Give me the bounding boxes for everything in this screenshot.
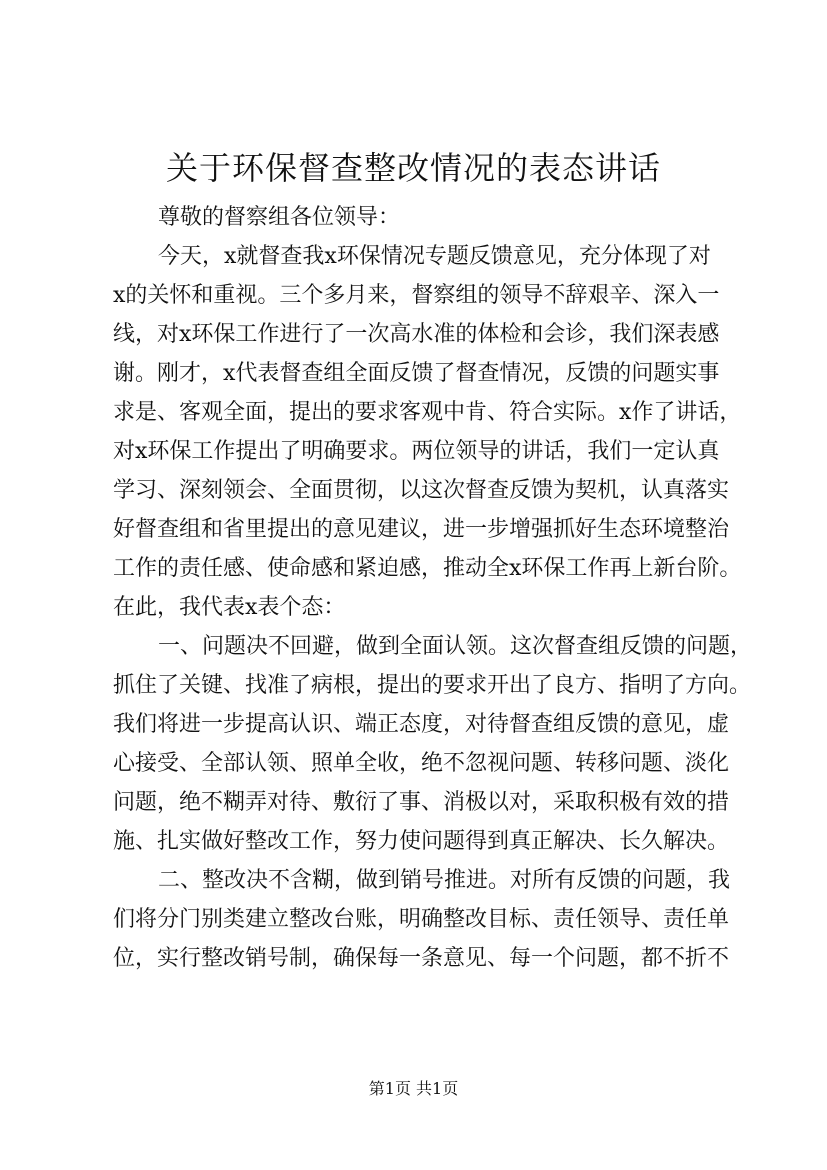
paragraph-2-line: 抓住了关键、找准了病根，提出的要求开出了良方、指明了方向。 <box>113 673 752 698</box>
paragraph-3-line: 二、整改决不含糊，做到销号推进。对所有反馈的问题，我 <box>158 868 731 893</box>
paragraph-1-line: 工作的责任感、使命感和紧迫感，推动全x环保工作再上新台阶。 <box>113 556 742 581</box>
paragraph-1-line: 谢。刚才，x代表督查组全面反馈了督查情况，反馈的问题实事 <box>113 361 720 386</box>
paragraph-2-line: 一、问题决不回避，做到全面认领。这次督查组反馈的问题， <box>158 634 753 659</box>
paragraph-1-line: 线，对x环保工作进行了一次高水准的体检和会诊，我们深表感 <box>113 322 720 347</box>
salutation: 尊敬的督察组各位领导： <box>158 205 401 230</box>
paragraph-2-line: 我们将进一步提高认识、端正态度，对待督查组反馈的意见，虚 <box>113 712 730 737</box>
paragraph-1-line: 在此，我代表x表个态： <box>113 595 346 620</box>
paragraph-3-line: 们将分门别类建立整改台账，明确整改目标、责任领导、责任单 <box>113 907 730 932</box>
paragraph-1-line: x的关怀和重视。三个多月来，督察组的领导不辞艰辛、深入一 <box>113 283 720 308</box>
paragraph-1-line: 学习、深刻领会、全面贯彻，以这次督查反馈为契机，认真落实 <box>113 478 730 503</box>
document-title: 关于环保督查整改情况的表态讲话 <box>165 149 661 187</box>
page-footer: 第1页 共1页 <box>368 1079 459 1098</box>
paragraph-1-line: 今天，x就督查我x环保情况专题反馈意见，充分体现了对 <box>158 244 711 269</box>
paragraph-1-line: 好督查组和省里提出的意见建议，进一步增强抓好生态环境整治 <box>113 517 730 542</box>
paragraph-2-line: 心接受、全部认领、照单全收，绝不忽视问题、转移问题、淡化 <box>113 751 730 776</box>
paragraph-1-line: 对x环保工作提出了明确要求。两位领导的讲话，我们一定认真 <box>113 439 720 464</box>
paragraph-3-line: 位，实行整改销号制，确保每一条意见、每一个问题，都不折不 <box>113 946 730 971</box>
paragraph-2-line: 问题，绝不糊弄对待、敷衍了事、消极以对，采取积极有效的措 <box>113 790 730 815</box>
paragraph-2-line: 施、扎实做好整改工作，努力使问题得到真正解决、长久解决。 <box>113 829 730 854</box>
paragraph-1-line: 求是、客观全面，提出的要求客观中肯、符合实际。x作了讲话， <box>113 400 742 425</box>
